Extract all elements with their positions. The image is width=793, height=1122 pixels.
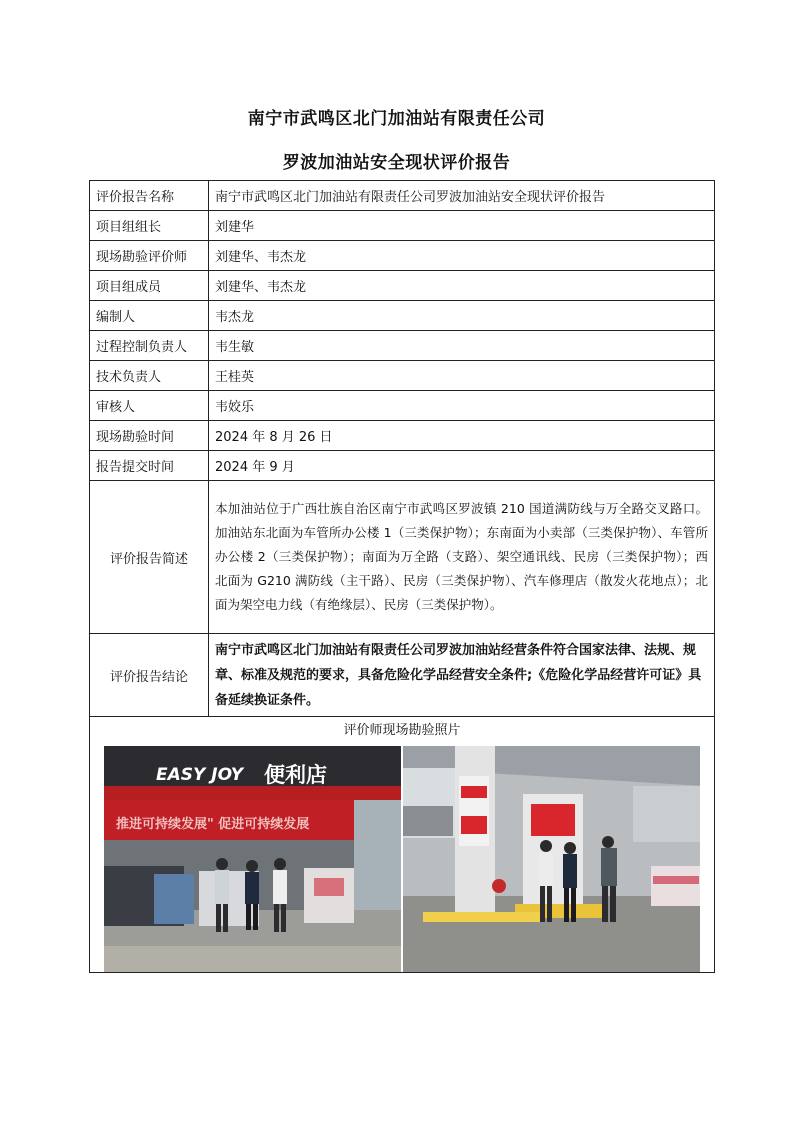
table-row [90,241,715,271]
row-label: 编制人 [90,301,209,331]
table-row [90,271,715,301]
row-label: 现场勘验评价师 [90,241,209,271]
table-row [90,421,715,451]
table-row [90,361,715,391]
row-label: 评价报告名称 [90,181,209,211]
row-value: 王桂英 [209,361,715,391]
report-table [89,180,715,973]
table-row [90,391,715,421]
row-label: 技术负责人 [90,361,209,391]
row-label: 过程控制负责人 [90,331,209,361]
conclusion-text: 南宁市武鸣区北门加油站有限责任公司罗波加油站经营条件符合国家法律、法规、规章、标准及规范的要求，具备危险化学品经营安全条件;《危险化学品经营许可证》具备延续换证条件。 [209,634,715,717]
fuel-pump-photo [403,746,700,972]
summary-text: 本加油站位于广西壮族自治区南宁市武鸣区罗波镇 210 国道满防线与万全路交叉路口。加油站东北面为车管所办公楼 1（三类保护物）；东南面为小卖部（三类保护物）、车管所办公楼 2（三类保护物）；南面为万全路（支路）、架空通讯线、民房（三类保护物）；西北面为 G210 满防线（主干路）、民房（三类保护物）、汽车修理店（散发火花地点）；北面为架空电力线（有绝缘层）、民房（三类保护物）。 [209,481,715,634]
table-row [90,211,715,241]
row-value: 刘建华、韦杰龙 [209,241,715,271]
row-value: 刘建华、韦杰龙 [209,271,715,301]
store-banner-text: 推进可持续发展" 促进可持续发展 [116,816,310,832]
conclusion-row [90,634,715,717]
table-row [90,301,715,331]
row-value: 韦杰龙 [209,301,715,331]
photos-cell [90,717,715,973]
table-row [90,451,715,481]
row-label: 项目组组长 [90,211,209,241]
summary-label: 评价报告简述 [90,481,209,634]
store-logo-text: EASY JOY [156,764,244,785]
document-title-line1: 南宁市武鸣区北门加油站有限责任公司 [247,109,546,129]
row-value: 刘建华 [209,211,715,241]
row-label: 现场勘验时间 [90,421,209,451]
row-label: 项目组成员 [90,271,209,301]
row-label: 报告提交时间 [90,451,209,481]
table-row [90,331,715,361]
row-label: 审核人 [90,391,209,421]
row-value: 2024 年 9 月 [209,451,715,481]
document-title-line2: 罗波加油站安全现状评价报告 [282,153,511,173]
photos-row [90,717,715,973]
conclusion-label: 评价报告结论 [90,634,209,717]
row-value: 南宁市武鸣区北门加油站有限责任公司罗波加油站安全现状评价报告 [209,181,715,211]
row-value: 韦姣乐 [209,391,715,421]
store-front-photo [104,746,401,972]
row-value: 2024 年 8 月 26 日 [209,421,715,451]
store-name-text: 便利店 [264,762,327,787]
row-value: 韦生敏 [209,331,715,361]
summary-row [90,481,715,634]
table-row [90,181,715,211]
photos-caption: 评价师现场勘验照片 [343,722,461,738]
